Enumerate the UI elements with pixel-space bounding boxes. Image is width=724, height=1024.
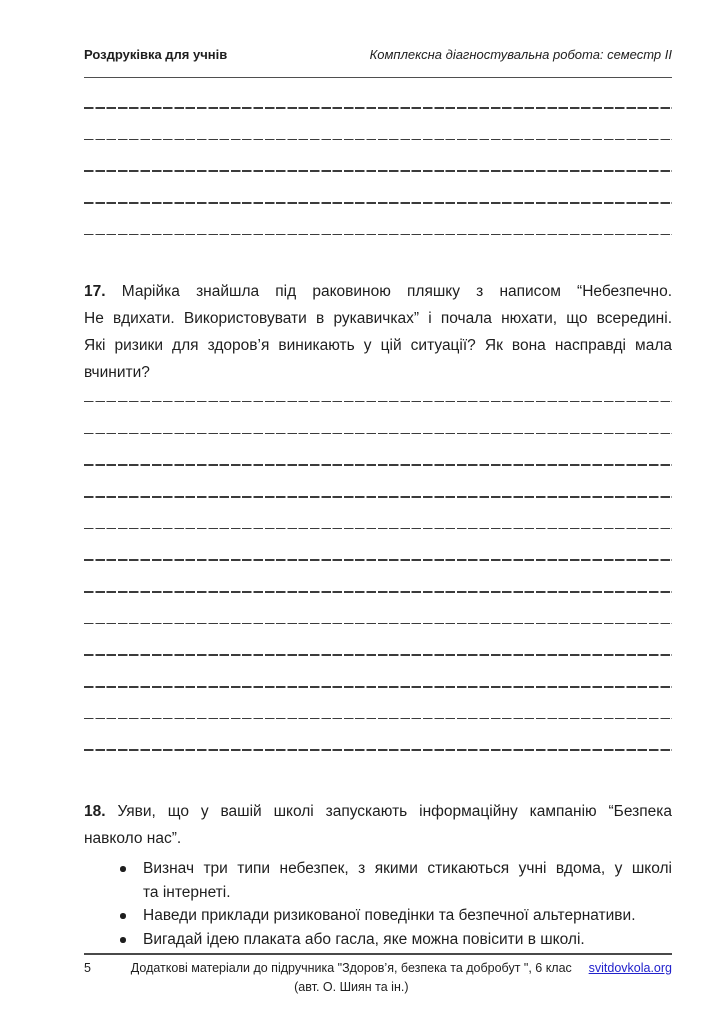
- question-18-text: Уяви, що у вашій школі запускають інформаційну кампанію “Безпека: [117, 803, 672, 820]
- answer-line: [84, 530, 672, 562]
- question-18-number: 18.: [84, 803, 106, 820]
- footer-caption-line2: (авт. О. Шиян та ін.): [294, 979, 409, 994]
- answer-line: [84, 110, 672, 142]
- answer-line: [84, 657, 672, 689]
- question-17-line: Які ризики для здоров’я виникають у цій ситуації? Як вона насправді мала: [84, 337, 672, 355]
- bullet-icon: [120, 866, 126, 872]
- answer-line: [84, 689, 672, 721]
- question-17-line: Не вдихати. Використовувати в рукавичках” і почала нюхати, що всередині.: [84, 310, 672, 328]
- bullet-item: [84, 857, 672, 904]
- answer-line: [84, 78, 672, 110]
- footer-link[interactable]: svitdovkola.org: [588, 960, 672, 975]
- question-17: [84, 278, 672, 386]
- answer-line: [84, 173, 672, 205]
- answer-line: [84, 205, 672, 237]
- answer-line: [84, 386, 672, 403]
- question-17-number: 17.: [84, 283, 106, 301]
- footer-caption-line1: Додаткові матеріали до підручника "Здоров’я, безпека та добробут ", 6 клас: [130, 960, 572, 975]
- answer-line: [84, 467, 672, 499]
- question-17-line: вчинити?: [84, 364, 150, 382]
- page-number: 5: [84, 960, 91, 975]
- question-17-text: Марійка знайшла під раковиною пляшку з написом “Небезпечно.: [121, 283, 672, 301]
- question-18: [84, 798, 672, 852]
- answer-line: [84, 594, 672, 626]
- question-18-line: [84, 798, 672, 825]
- question-18-line: навколо нас”.: [84, 830, 182, 847]
- bullet-item: [84, 904, 672, 928]
- bullet-icon: [120, 937, 126, 943]
- bullet-text-line: Наведи приклади ризикованої поведінки та безпечної альтернативи.: [143, 907, 636, 925]
- answer-line: [84, 499, 672, 531]
- bullet-text-line: Вигадай ідею плаката або гасла, яке можна повісити в школі.: [143, 931, 585, 949]
- bullet-list: [84, 857, 672, 952]
- bullet-text-line: та інтернеті.: [143, 883, 231, 901]
- bullet-icon: [120, 913, 126, 919]
- page-header: [84, 0, 672, 64]
- bullet-item: [84, 928, 672, 952]
- header-left-title: Роздруківка для учнів: [84, 47, 228, 62]
- answer-lines-middle: [84, 386, 672, 752]
- header-right-title: Комплексна діагностувальна робота: семестр II: [369, 47, 672, 62]
- answer-line: [84, 720, 672, 752]
- answer-line: [84, 141, 672, 173]
- answer-line: [84, 435, 672, 467]
- answer-line: [84, 403, 672, 435]
- footer-caption: [114, 959, 589, 997]
- question-17-line: [84, 278, 672, 305]
- answer-line: [84, 562, 672, 594]
- answer-lines-top: [84, 78, 672, 236]
- answer-line: [84, 625, 672, 657]
- bullet-text-line: Визнач три типи небезпек, з якими стикаються учні вдома, у школі: [143, 860, 672, 877]
- page-footer: [84, 955, 672, 997]
